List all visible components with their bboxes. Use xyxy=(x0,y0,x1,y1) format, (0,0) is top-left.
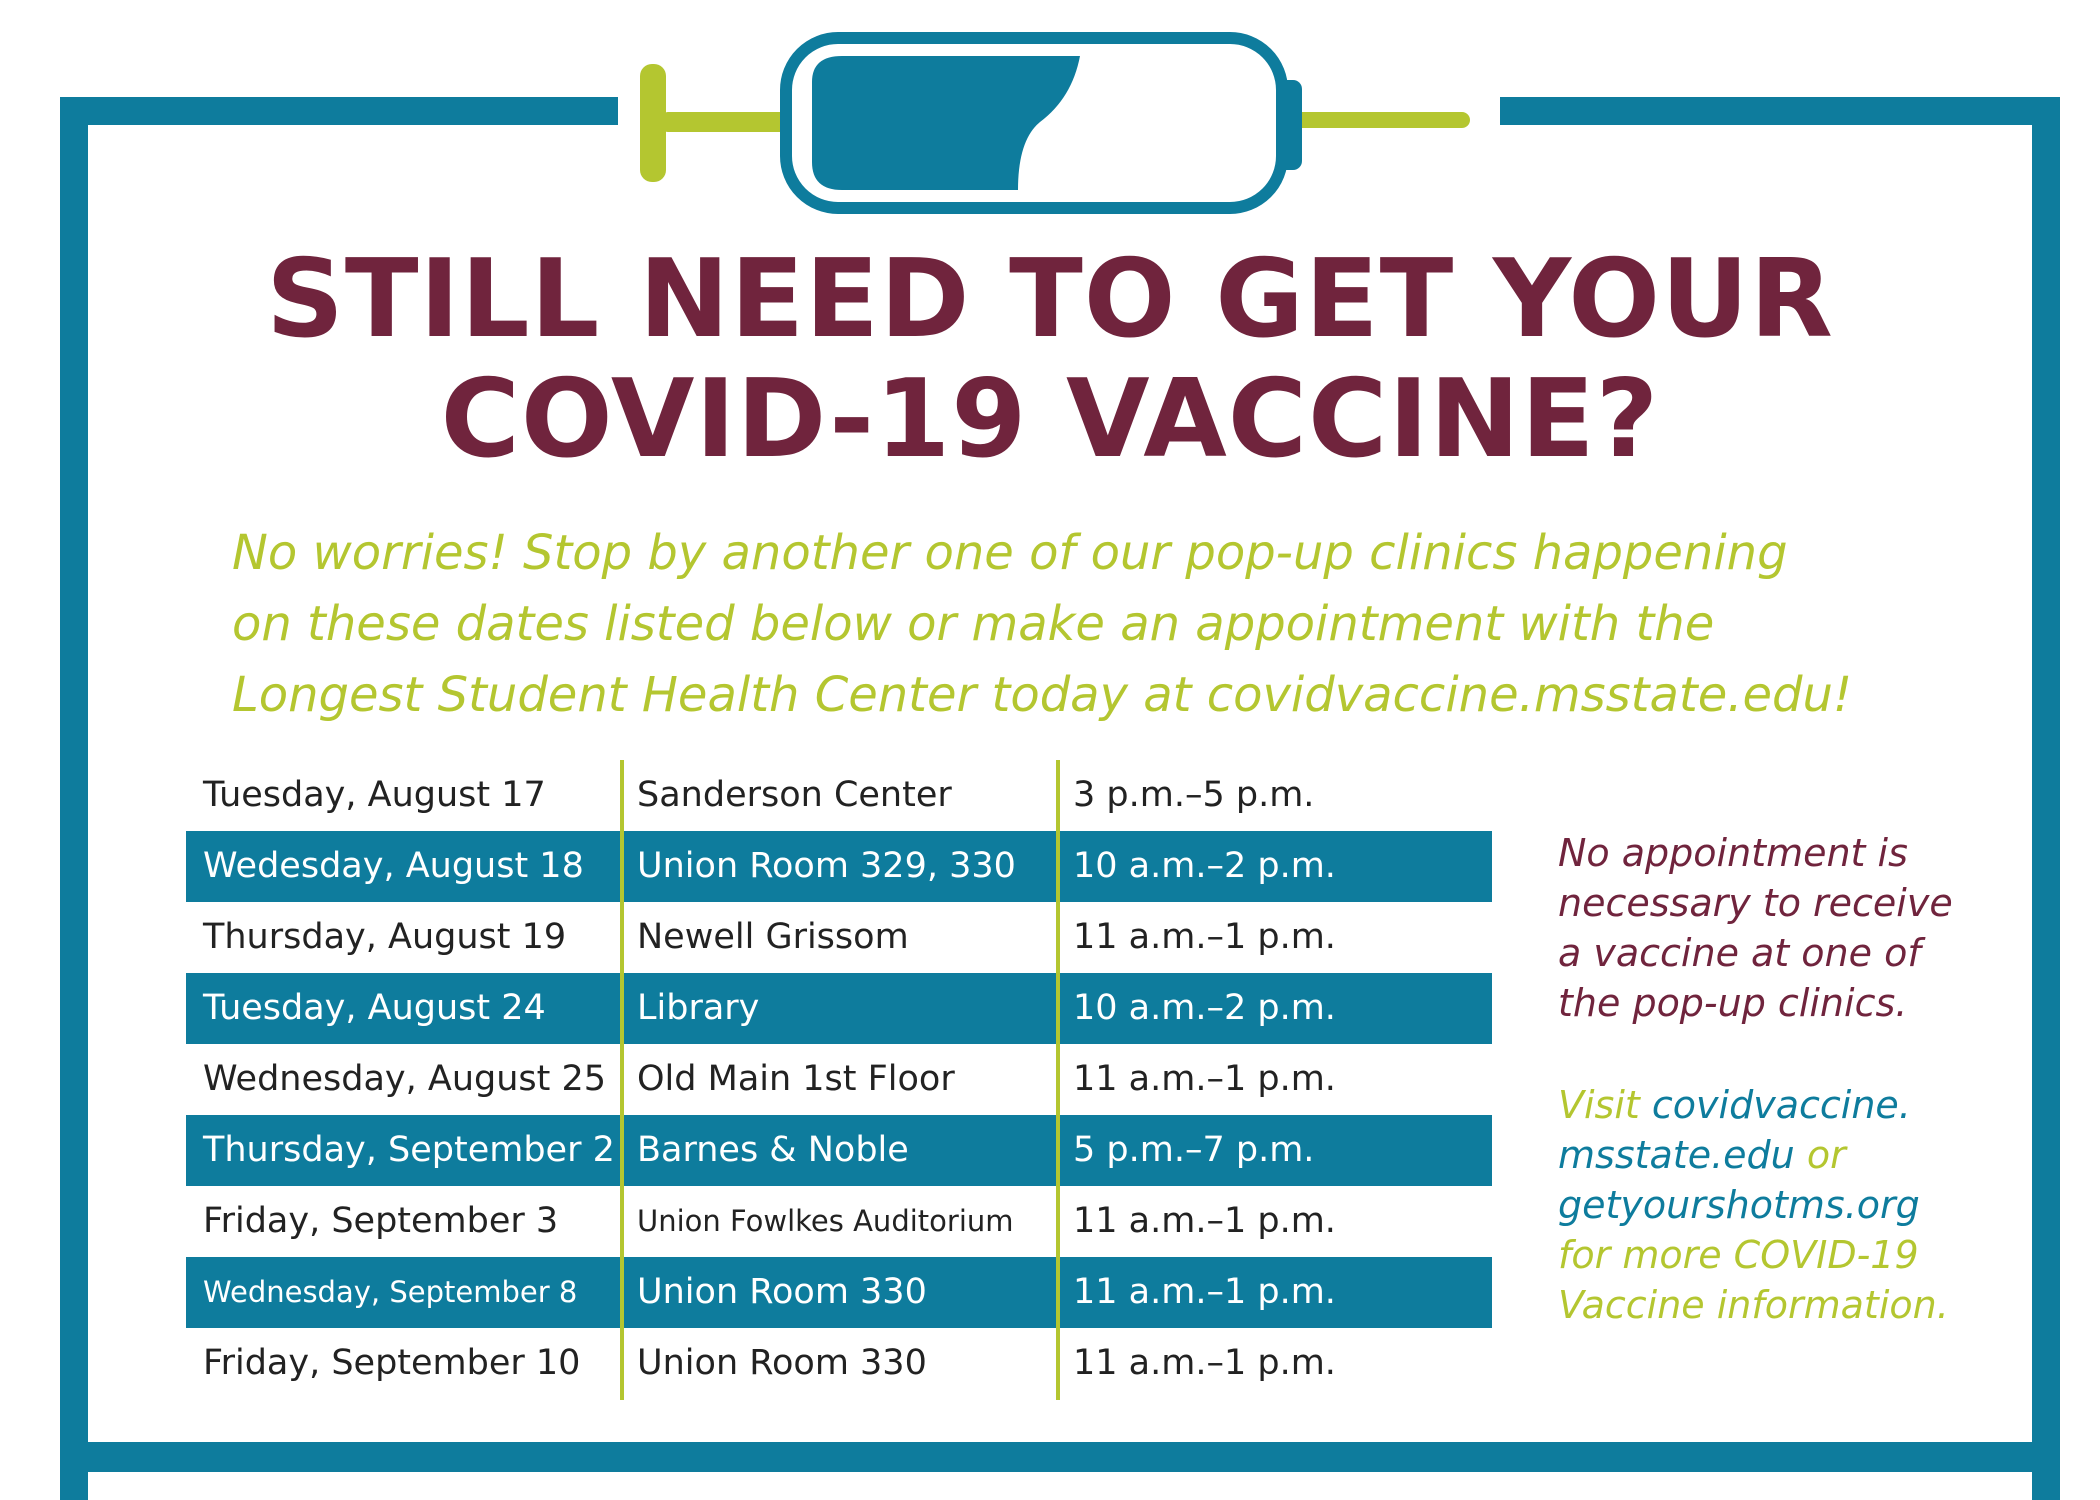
frame-top-left xyxy=(60,97,618,125)
table-row xyxy=(186,760,1492,831)
table-row xyxy=(186,831,1492,902)
row-time: 11 a.m.–1 p.m. xyxy=(1073,1059,1336,1099)
visit-prefix: Visit xyxy=(1558,1083,1652,1127)
row-location: Union Fowlkes Auditorium xyxy=(637,1204,1014,1238)
frame-bottom xyxy=(60,1442,2060,1472)
row-time: 11 a.m.–1 p.m. xyxy=(1073,1272,1336,1312)
visit-or: or xyxy=(1794,1133,1846,1177)
intro-line-1: No worries! Stop by another one of our pop-up clinics happening xyxy=(232,525,1788,581)
row-time: 10 a.m.–2 p.m. xyxy=(1073,846,1336,886)
row-date: Tuesday, August 17 xyxy=(203,775,546,815)
row-date: Tuesday, August 24 xyxy=(203,988,546,1028)
visit-line-5: Vaccine information. xyxy=(1558,1283,1949,1327)
visit-line-2 xyxy=(1558,1130,2078,1180)
column-divider-2 xyxy=(1056,760,1060,1400)
intro-line-2: on these dates listed below or make an appointment with the xyxy=(232,596,1715,652)
table-row xyxy=(186,1044,1492,1115)
headline-line-2: COVID-19 VACCINE? xyxy=(440,357,1660,482)
row-date: Friday, September 3 xyxy=(203,1201,559,1241)
row-location: Barnes & Noble xyxy=(637,1130,909,1170)
row-location: Union Room 329, 330 xyxy=(637,846,1016,886)
row-location: Union Room 330 xyxy=(637,1343,927,1383)
visit-line-3 xyxy=(1558,1180,2078,1230)
headline-line-1: STILL NEED TO GET YOUR xyxy=(266,237,1834,362)
column-divider-1 xyxy=(620,760,624,1400)
intro-line-3: Longest Student Health Center today at covidvaccine.msstate.edu! xyxy=(232,667,1853,723)
row-time: 11 a.m.–1 p.m. xyxy=(1073,1343,1336,1383)
visit-info xyxy=(1558,1080,2078,1330)
visit-line-1 xyxy=(1558,1080,2078,1130)
clinic-schedule-table xyxy=(186,760,1492,1399)
row-date: Friday, September 10 xyxy=(203,1343,581,1383)
row-date: Wednesday, August 25 xyxy=(203,1059,607,1099)
table-row xyxy=(186,973,1492,1044)
row-location: Library xyxy=(637,988,760,1028)
no-appointment-note xyxy=(1558,828,2078,1028)
row-time: 11 a.m.–1 p.m. xyxy=(1073,917,1336,957)
row-time: 3 p.m.–5 p.m. xyxy=(1073,775,1315,815)
frame-top-right xyxy=(1500,97,2060,125)
row-location: Sanderson Center xyxy=(637,775,952,815)
covidvaccine-link-part-1[interactable]: covidvaccine. xyxy=(1651,1083,1911,1127)
row-location: Union Room 330 xyxy=(637,1272,927,1312)
syringe-icon xyxy=(600,30,1480,230)
table-row xyxy=(186,902,1492,973)
covidvaccine-link-part-2[interactable]: msstate.edu xyxy=(1558,1133,1795,1177)
row-date: Wedesday, August 18 xyxy=(203,846,584,886)
row-date: Thursday, August 19 xyxy=(203,917,567,957)
row-time: 11 a.m.–1 p.m. xyxy=(1073,1201,1336,1241)
row-date: Wednesday, September 8 xyxy=(203,1275,578,1309)
visit-line-4: for more COVID-19 xyxy=(1558,1233,1919,1277)
table-row xyxy=(186,1257,1492,1328)
note-line-2: necessary to receive xyxy=(1558,881,1953,925)
note-line-1: No appointment is xyxy=(1558,831,1908,875)
row-time: 5 p.m.–7 p.m. xyxy=(1073,1130,1315,1170)
row-time: 10 a.m.–2 p.m. xyxy=(1073,988,1336,1028)
row-location: Old Main 1st Floor xyxy=(637,1059,955,1099)
intro-text xyxy=(232,518,1952,731)
table-row xyxy=(186,1115,1492,1186)
headline xyxy=(0,237,2100,482)
table-row xyxy=(186,1186,1492,1257)
getyourshot-link[interactable]: getyourshotms.org xyxy=(1558,1183,1920,1227)
row-date: Thursday, September 2 xyxy=(203,1130,615,1170)
table-row xyxy=(186,1328,1492,1399)
note-line-4: the pop-up clinics. xyxy=(1558,981,1908,1025)
row-location: Newell Grissom xyxy=(637,917,909,957)
note-line-3: a vaccine at one of xyxy=(1558,931,1921,975)
